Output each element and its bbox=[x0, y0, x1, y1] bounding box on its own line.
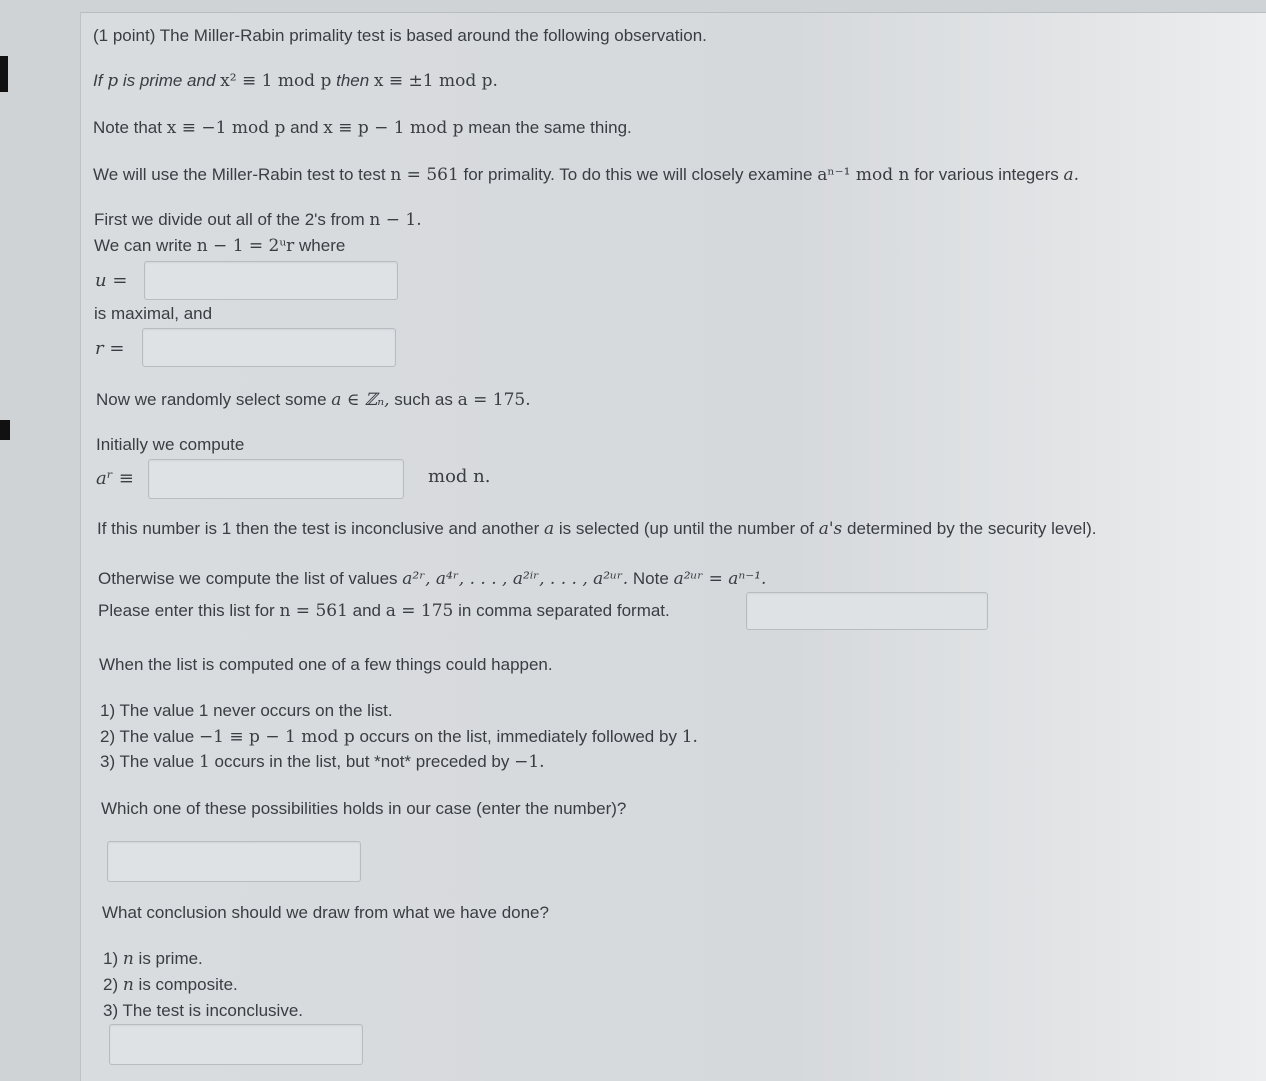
otherwise-text: Otherwise we compute the list of values a²ʳ, a⁴ʳ, . . . , a²ⁱʳ, . . . , a²ᵘʳ. Note a²ᵘʳ = aⁿ⁻¹. bbox=[98, 569, 767, 589]
conclusion-2: 2) n is composite. bbox=[103, 975, 238, 995]
possibility-1: 1) The value 1 never occurs on the list. bbox=[100, 701, 393, 720]
write-instruction: We can write n − 1 = 2ᵘr where bbox=[94, 236, 346, 256]
possibility-2: 2) The value −1 ≡ p − 1 mod p occurs on the list, immediately followed by 1. bbox=[100, 727, 698, 747]
conclusion-input[interactable] bbox=[109, 1024, 363, 1065]
test-description: We will use the Miller-Rabin test to test n = 561 for primality. To do this we will closely examine aⁿ⁻¹ mod n for various integers a. bbox=[93, 165, 1080, 185]
conclusion-question: What conclusion should we draw from what we have done? bbox=[102, 903, 549, 922]
possibility-input[interactable] bbox=[107, 841, 361, 882]
points-header: (1 point) The Miller-Rabin primality test is based around the following observation. bbox=[93, 26, 707, 45]
r-label: r = bbox=[95, 338, 125, 359]
select-a-text: Now we randomly select some a ∈ ℤₙ, such as a = 175. bbox=[96, 390, 531, 410]
mod-n-label: mod n. bbox=[428, 466, 491, 487]
left-edge-marker-2 bbox=[0, 420, 10, 440]
inconclusive-text: If this number is 1 then the test is inconclusive and another a is selected (up until the number of a's determined by the security level). bbox=[97, 519, 1097, 539]
ar-input[interactable] bbox=[148, 459, 404, 499]
conclusion-1: 1) n is prime. bbox=[103, 949, 203, 969]
possibility-3: 3) The value 1 occurs in the list, but *not* preceded by −1. bbox=[100, 752, 545, 772]
divide-instruction: First we divide out all of the 2's from n − 1. bbox=[94, 210, 422, 230]
initially-text: Initially we compute bbox=[96, 435, 245, 454]
observation: If p is prime and x² ≡ 1 mod p then x ≡ ±1 mod p. bbox=[93, 71, 498, 91]
u-input[interactable] bbox=[144, 261, 398, 300]
left-edge-marker bbox=[0, 56, 8, 92]
maximal-text: is maximal, and bbox=[94, 304, 213, 323]
r-input[interactable] bbox=[142, 328, 396, 367]
enter-list-text: Please enter this list for n = 561 and a = 175 in comma separated format. bbox=[98, 601, 670, 621]
which-one-question: Which one of these possibilities holds in our case (enter the number)? bbox=[101, 799, 627, 818]
when-list-text: When the list is computed one of a few things could happen. bbox=[99, 655, 553, 674]
conclusion-3: 3) The test is inconclusive. bbox=[103, 1001, 303, 1020]
u-label: u = bbox=[95, 270, 128, 291]
list-input[interactable] bbox=[746, 592, 988, 630]
ar-label: aʳ ≡ bbox=[96, 468, 134, 489]
note-equivalence: Note that x ≡ −1 mod p and x ≡ p − 1 mod p mean the same thing. bbox=[93, 118, 632, 138]
